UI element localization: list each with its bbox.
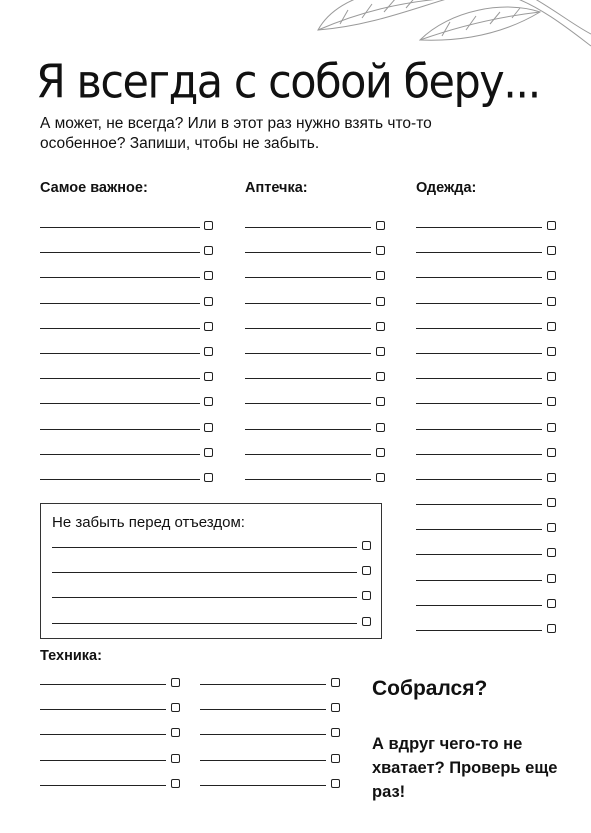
checkbox[interactable] xyxy=(171,728,180,737)
checkbox[interactable] xyxy=(204,473,213,482)
write-in-line[interactable] xyxy=(40,479,200,480)
checklist-row xyxy=(416,618,566,643)
checklist-row xyxy=(416,215,566,240)
checkbox[interactable] xyxy=(547,448,556,457)
write-in-line[interactable] xyxy=(416,605,542,606)
write-in-line[interactable] xyxy=(200,785,326,786)
checklist-row xyxy=(416,467,566,492)
checklist-row xyxy=(40,391,220,416)
checkbox[interactable] xyxy=(547,372,556,381)
checkbox[interactable] xyxy=(376,246,385,255)
checklist-row xyxy=(40,442,220,467)
checkbox[interactable] xyxy=(376,372,385,381)
write-in-line[interactable] xyxy=(40,785,166,786)
write-in-line[interactable] xyxy=(416,277,542,278)
checkbox[interactable] xyxy=(331,728,340,737)
checklist-row xyxy=(40,722,190,747)
checkbox[interactable] xyxy=(204,347,213,356)
checklist-row xyxy=(52,535,382,560)
checklist-row xyxy=(416,341,566,366)
checklist-row xyxy=(245,265,395,290)
write-in-line[interactable] xyxy=(416,403,542,404)
write-in-line[interactable] xyxy=(245,227,371,228)
checklist-row xyxy=(40,748,190,773)
checklist-row xyxy=(40,291,220,316)
checkbox[interactable] xyxy=(204,246,213,255)
write-in-line[interactable] xyxy=(245,303,371,304)
checklist-row xyxy=(416,391,566,416)
important-heading: Самое важное: xyxy=(40,180,148,196)
checklist-row xyxy=(40,467,220,492)
checkbox[interactable] xyxy=(547,271,556,280)
checkbox[interactable] xyxy=(376,423,385,432)
write-in-line[interactable] xyxy=(40,709,166,710)
write-in-line[interactable] xyxy=(40,760,166,761)
checklist-row xyxy=(245,417,395,442)
checkbox[interactable] xyxy=(547,322,556,331)
checkbox[interactable] xyxy=(362,591,371,600)
checklist-row xyxy=(416,542,566,567)
checkbox[interactable] xyxy=(204,297,213,306)
write-in-line[interactable] xyxy=(40,734,166,735)
checkbox[interactable] xyxy=(204,372,213,381)
checklist-row xyxy=(40,773,190,798)
write-in-line[interactable] xyxy=(245,454,371,455)
checkbox[interactable] xyxy=(376,448,385,457)
write-in-line[interactable] xyxy=(245,403,371,404)
write-in-line[interactable] xyxy=(200,760,326,761)
checklist-row xyxy=(245,467,395,492)
write-in-line[interactable] xyxy=(416,252,542,253)
checklist-row xyxy=(40,265,220,290)
checkbox[interactable] xyxy=(547,548,556,557)
reminder-list xyxy=(52,535,382,636)
write-in-line[interactable] xyxy=(40,684,166,685)
write-in-line[interactable] xyxy=(245,353,371,354)
checklist-row xyxy=(416,291,566,316)
checklist-row xyxy=(416,316,566,341)
important-list xyxy=(40,215,220,492)
checkbox[interactable] xyxy=(547,221,556,230)
collected-question: Собрался? xyxy=(372,677,488,700)
checklist-row xyxy=(52,611,382,636)
checkbox[interactable] xyxy=(547,246,556,255)
write-in-line[interactable] xyxy=(416,630,542,631)
write-in-line[interactable] xyxy=(40,353,200,354)
write-in-line[interactable] xyxy=(200,684,326,685)
checkbox[interactable] xyxy=(331,678,340,687)
first-aid-list xyxy=(245,215,395,492)
write-in-line[interactable] xyxy=(416,227,542,228)
checklist-row xyxy=(416,417,566,442)
write-in-line[interactable] xyxy=(416,529,542,530)
checklist-row xyxy=(200,748,350,773)
checkbox[interactable] xyxy=(204,397,213,406)
checklist-row xyxy=(245,316,395,341)
write-in-line[interactable] xyxy=(416,580,542,581)
checklist-row xyxy=(200,697,350,722)
checkbox[interactable] xyxy=(547,624,556,633)
checkbox[interactable] xyxy=(204,271,213,280)
write-in-line[interactable] xyxy=(52,547,357,548)
write-in-line[interactable] xyxy=(416,353,542,354)
write-in-line[interactable] xyxy=(40,303,200,304)
checkbox[interactable] xyxy=(204,423,213,432)
checkbox[interactable] xyxy=(362,541,371,550)
checklist-row xyxy=(416,442,566,467)
checkbox[interactable] xyxy=(331,779,340,788)
write-in-line[interactable] xyxy=(416,429,542,430)
checkbox[interactable] xyxy=(547,599,556,608)
checkbox[interactable] xyxy=(171,703,180,712)
first-aid-heading: Аптечка: xyxy=(245,180,308,196)
checklist-row xyxy=(416,517,566,542)
checklist-row xyxy=(416,366,566,391)
checklist-row xyxy=(245,442,395,467)
checkbox[interactable] xyxy=(547,498,556,507)
checkbox[interactable] xyxy=(362,566,371,575)
write-in-line[interactable] xyxy=(416,454,542,455)
checkbox[interactable] xyxy=(204,322,213,331)
checklist-row xyxy=(52,560,382,585)
leaf-decoration xyxy=(300,0,591,48)
tech-heading: Техника: xyxy=(40,648,102,664)
write-in-line[interactable] xyxy=(416,479,542,480)
checklist-row xyxy=(40,316,220,341)
checklist-row xyxy=(416,593,566,618)
checklist-row xyxy=(245,391,395,416)
checklist-row xyxy=(52,585,382,610)
checklist-row xyxy=(200,722,350,747)
checkbox[interactable] xyxy=(547,347,556,356)
write-in-line[interactable] xyxy=(40,328,200,329)
checklist-row xyxy=(40,366,220,391)
checklist-row xyxy=(200,773,350,798)
checkbox[interactable] xyxy=(547,423,556,432)
write-in-line[interactable] xyxy=(245,479,371,480)
write-in-line[interactable] xyxy=(40,403,200,404)
checkbox[interactable] xyxy=(376,297,385,306)
write-in-line[interactable] xyxy=(245,328,371,329)
write-in-line[interactable] xyxy=(52,572,357,573)
checkbox[interactable] xyxy=(547,297,556,306)
checklist-row xyxy=(40,341,220,366)
write-in-line[interactable] xyxy=(416,303,542,304)
write-in-line[interactable] xyxy=(416,378,542,379)
checklist-row xyxy=(245,341,395,366)
write-in-line[interactable] xyxy=(40,227,200,228)
tech-list-left xyxy=(40,672,190,798)
checkbox[interactable] xyxy=(376,473,385,482)
checkbox[interactable] xyxy=(204,221,213,230)
checkbox[interactable] xyxy=(547,523,556,532)
checkbox[interactable] xyxy=(171,678,180,687)
checkbox[interactable] xyxy=(171,754,180,763)
write-in-line[interactable] xyxy=(200,734,326,735)
checkbox[interactable] xyxy=(547,397,556,406)
write-in-line[interactable] xyxy=(52,623,357,624)
checklist-row xyxy=(245,366,395,391)
write-in-line[interactable] xyxy=(40,252,200,253)
write-in-line[interactable] xyxy=(40,378,200,379)
checklist-row xyxy=(245,240,395,265)
checklist-row xyxy=(245,291,395,316)
leaf-icon xyxy=(300,0,591,48)
checklist-row xyxy=(416,265,566,290)
checklist-row xyxy=(416,240,566,265)
reminder-heading: Не забыть перед отъездом: xyxy=(52,514,245,531)
checklist-row xyxy=(40,215,220,240)
checkbox[interactable] xyxy=(362,617,371,626)
intro-text: А может, не всегда? Или в этот раз нужно взять что-то особенное? Запиши, чтобы не забыть. xyxy=(40,115,432,152)
write-in-line[interactable] xyxy=(245,378,371,379)
checklist-row xyxy=(416,568,566,593)
write-in-line[interactable] xyxy=(40,277,200,278)
checkbox[interactable] xyxy=(331,754,340,763)
checklist-row xyxy=(40,697,190,722)
checkbox[interactable] xyxy=(376,322,385,331)
checklist-row xyxy=(416,492,566,517)
write-in-line[interactable] xyxy=(40,454,200,455)
checkbox[interactable] xyxy=(547,473,556,482)
checkbox[interactable] xyxy=(376,347,385,356)
check-again-note: А вдруг чего-то не хватает? Проверь еще раз! xyxy=(372,735,558,801)
checkbox[interactable] xyxy=(171,779,180,788)
write-in-line[interactable] xyxy=(52,597,357,598)
checklist-row xyxy=(40,417,220,442)
write-in-line[interactable] xyxy=(416,504,542,505)
checklist-row xyxy=(40,240,220,265)
checkbox[interactable] xyxy=(376,271,385,280)
checkbox[interactable] xyxy=(547,574,556,583)
write-in-line[interactable] xyxy=(416,554,542,555)
tech-list-right xyxy=(200,672,350,798)
write-in-line[interactable] xyxy=(245,252,371,253)
checklist-row xyxy=(200,672,350,697)
checklist-row xyxy=(40,672,190,697)
checkbox[interactable] xyxy=(204,448,213,457)
page-title: Я всегда с собой беру... xyxy=(36,55,540,110)
write-in-line[interactable] xyxy=(40,429,200,430)
checklist-row xyxy=(245,215,395,240)
write-in-line[interactable] xyxy=(416,328,542,329)
checkbox[interactable] xyxy=(331,703,340,712)
checkbox[interactable] xyxy=(376,397,385,406)
clothes-heading: Одежда: xyxy=(416,180,477,196)
write-in-line[interactable] xyxy=(200,709,326,710)
checkbox[interactable] xyxy=(376,221,385,230)
write-in-line[interactable] xyxy=(245,277,371,278)
clothes-list xyxy=(416,215,566,643)
write-in-line[interactable] xyxy=(245,429,371,430)
